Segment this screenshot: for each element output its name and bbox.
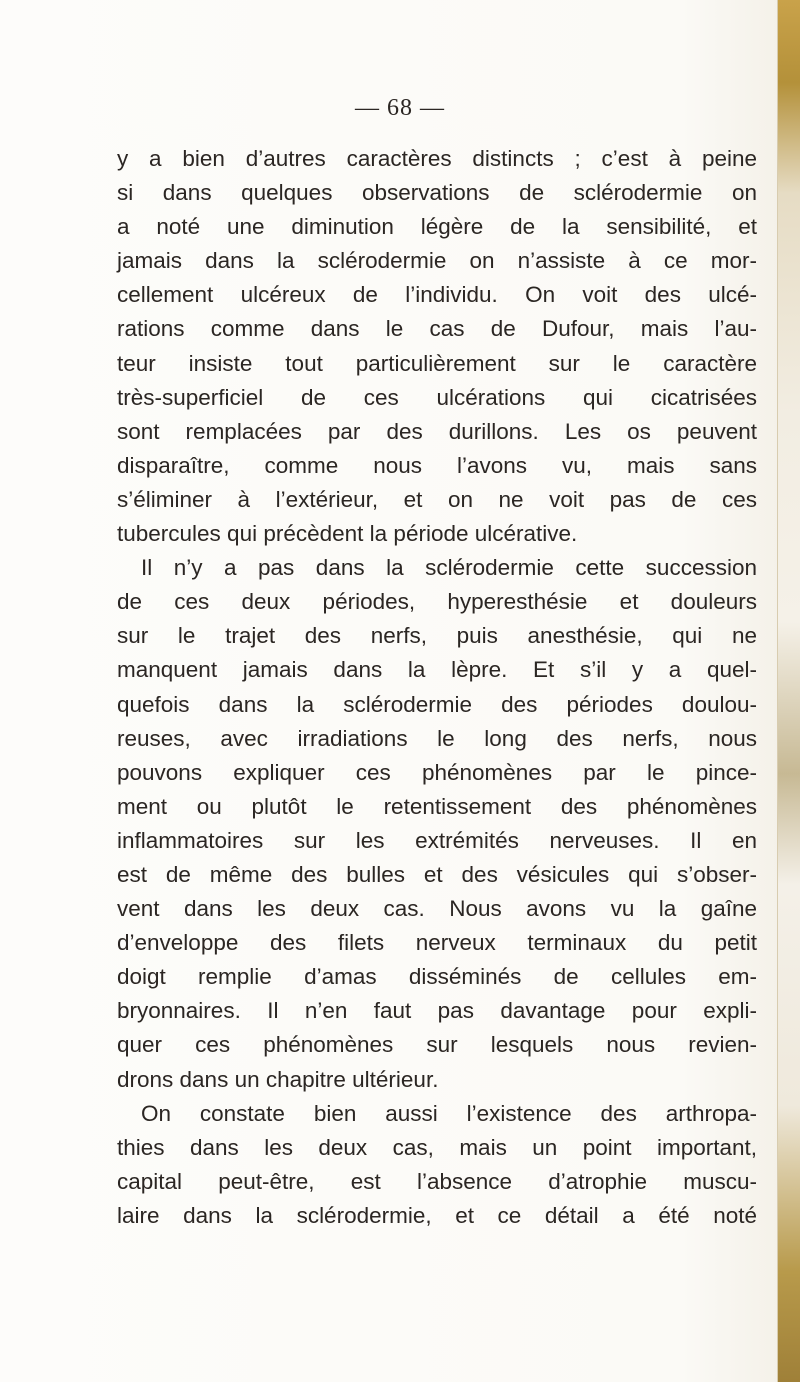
text-line: de ces deux périodes, hyperesthésie et douleurs — [117, 589, 757, 615]
text-line: tubercules qui précèdent la période ulcérative. — [117, 521, 578, 547]
text-line: Il n’y a pas dans la sclérodermie cette succession — [141, 555, 757, 581]
page-edge — [777, 0, 800, 1382]
text-line: laire dans la sclérodermie, et ce détail a été noté — [117, 1202, 757, 1228]
text-line: quefois dans la sclérodermie des périodes doulou- — [117, 691, 757, 717]
text-line: bryonnaires. Il n’en faut pas davantage pour expli- — [117, 998, 757, 1024]
text-line: doigt remplie d’amas disséminés de cellules em- — [117, 964, 757, 990]
text-line: si dans quelques observations de sclérodermie on — [117, 180, 757, 206]
text-line: très-superficiel de ces ulcérations qui cicatrisées — [117, 384, 757, 410]
text-line: inflammatoires sur les extrémités nerveuses. Il en — [117, 827, 757, 853]
text-line: est de même des bulles et des vésicules qui s’obser- — [117, 861, 757, 887]
text-line: thies dans les deux cas, mais un point important, — [117, 1134, 757, 1160]
text-line: sur le trajet des nerfs, puis anesthésie, qui ne — [117, 623, 757, 649]
text-line: manquent jamais dans la lèpre. Et s’il y a quel- — [117, 657, 757, 683]
text-line: y a bien d’autres caractères distincts ; c’est à peine — [117, 146, 757, 171]
text-line: ment ou plutôt le retentissement des phénomènes — [117, 793, 757, 819]
text-line: rations comme dans le cas de Dufour, mais l’au- — [117, 316, 757, 342]
text-line: d’enveloppe des filets nerveux terminaux du petit — [117, 930, 757, 956]
text-line: capital peut-être, est l’absence d’atrophie muscu- — [117, 1168, 757, 1194]
text-line: drons dans un chapitre ultérieur. — [117, 1066, 439, 1092]
text-line: s’éliminer à l’extérieur, et on ne voit pas de ces — [117, 486, 757, 512]
text-line: a noté une diminution légère de la sensibilité, et — [117, 214, 757, 240]
page-number: — 68 — — [355, 95, 445, 121]
text-line: quer ces phénomènes sur lesquels nous revien- — [117, 1032, 757, 1058]
text-line: On constate bien aussi l’existence des arthropa- — [141, 1100, 757, 1126]
text-line: jamais dans la sclérodermie on n’assiste à ce mor- — [117, 248, 757, 274]
body-text — [117, 142, 757, 1233]
text-line: disparaître, comme nous l’avons vu, mais sans — [117, 452, 757, 478]
text-line: cellement ulcéreux de l’individu. On voit des ulcé- — [117, 282, 757, 308]
text-line: teur insiste tout particulièrement sur le caractère — [117, 350, 757, 376]
text-line: pouvons expliquer ces phénomènes par le pince- — [117, 759, 757, 785]
text-line: vent dans les deux cas. Nous avons vu la gaîne — [117, 896, 757, 922]
text-line: reuses, avec irradiations le long des nerfs, nous — [117, 725, 757, 751]
text-line: sont remplacées par des durillons. Les os peuvent — [117, 418, 757, 444]
